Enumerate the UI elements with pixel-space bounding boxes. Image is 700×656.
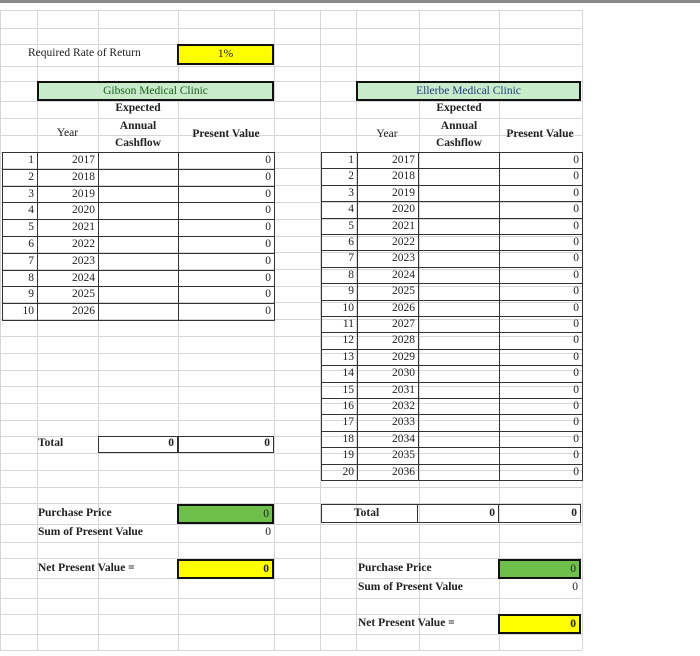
gibson-row-year[interactable]: 2025 xyxy=(37,286,99,304)
ellerbe-purchase-input[interactable]: 0 xyxy=(498,559,581,579)
ellerbe-row-present-value[interactable]: 0 xyxy=(499,332,583,349)
ellerbe-row-cashflow[interactable] xyxy=(418,185,500,202)
ellerbe-row-year[interactable]: 2025 xyxy=(357,283,419,300)
gibson-row-index[interactable]: 1 xyxy=(2,152,38,170)
ellerbe-header-cashflow: Cashflow xyxy=(435,137,482,149)
ellerbe-row-present-value[interactable]: 0 xyxy=(499,185,583,202)
ellerbe-sum-label: Sum of Present Value xyxy=(358,581,463,593)
gibson-npv-value[interactable]: 0 xyxy=(177,559,274,579)
gibson-row-present-value[interactable]: 0 xyxy=(178,186,275,204)
ellerbe-row-index[interactable]: 3 xyxy=(321,185,358,202)
gibson-row-cashflow[interactable] xyxy=(98,236,179,254)
ellerbe-row-year[interactable]: 2034 xyxy=(357,431,419,448)
ellerbe-row-year[interactable]: 2023 xyxy=(357,250,419,267)
ellerbe-npv-label: Net Present Value = xyxy=(358,617,455,629)
ellerbe-row-present-value[interactable]: 0 xyxy=(499,365,583,382)
ellerbe-row-index[interactable]: 11 xyxy=(321,316,358,333)
ellerbe-total-label: Total xyxy=(321,504,418,523)
ellerbe-row-cashflow[interactable] xyxy=(418,382,500,399)
gibson-row-year[interactable]: 2020 xyxy=(37,202,99,220)
ellerbe-row-index[interactable]: 12 xyxy=(321,332,358,349)
ellerbe-row-present-value[interactable]: 0 xyxy=(499,447,583,464)
ellerbe-total-cashflow[interactable]: 0 xyxy=(417,504,499,523)
gibson-total-cashflow[interactable]: 0 xyxy=(98,436,178,453)
ellerbe-row-index[interactable]: 1 xyxy=(321,152,358,169)
gibson-purchase-input[interactable]: 0 xyxy=(177,504,274,524)
gibson-row-index[interactable]: 8 xyxy=(2,270,38,288)
grid-row-line xyxy=(0,118,582,119)
gibson-row-index[interactable]: 4 xyxy=(2,202,38,220)
ellerbe-row-cashflow[interactable] xyxy=(418,464,500,481)
ellerbe-row-cashflow[interactable] xyxy=(418,152,500,169)
ellerbe-row-present-value[interactable]: 0 xyxy=(499,283,583,300)
gibson-row-cashflow[interactable] xyxy=(98,270,179,288)
ellerbe-row-year[interactable]: 2032 xyxy=(357,398,419,415)
ellerbe-row-index[interactable]: 13 xyxy=(321,349,358,366)
ellerbe-row-index[interactable]: 15 xyxy=(321,382,358,399)
ellerbe-row-cashflow[interactable] xyxy=(418,218,500,235)
grid-column-line xyxy=(37,10,38,650)
grid-column-line xyxy=(274,10,275,650)
grid-row-line xyxy=(0,28,582,29)
gibson-row-cashflow[interactable] xyxy=(98,253,179,271)
gibson-row-index[interactable]: 2 xyxy=(2,169,38,187)
gibson-row-present-value[interactable]: 0 xyxy=(178,270,275,288)
ellerbe-header-expected: Expected xyxy=(436,102,482,114)
ellerbe-row-present-value[interactable]: 0 xyxy=(499,349,583,366)
rate-label: Required Rate of Return xyxy=(28,47,141,59)
gibson-row-cashflow[interactable] xyxy=(98,186,179,204)
ellerbe-row-year[interactable]: 2027 xyxy=(357,316,419,333)
gibson-row-year[interactable]: 2023 xyxy=(37,253,99,271)
ellerbe-row-cashflow[interactable] xyxy=(418,447,500,464)
ellerbe-row-index[interactable]: 4 xyxy=(321,201,358,218)
gibson-row-cashflow[interactable] xyxy=(98,286,179,304)
ellerbe-title: Ellerbe Medical Clinic xyxy=(356,81,581,101)
gibson-row-index[interactable]: 10 xyxy=(2,303,38,321)
gibson-sum-value: 0 xyxy=(265,526,271,538)
ellerbe-row-index[interactable]: 19 xyxy=(321,447,358,464)
gibson-row-year[interactable]: 2017 xyxy=(37,152,99,170)
ellerbe-header-year: Year xyxy=(376,128,398,140)
gibson-row-year[interactable]: 2019 xyxy=(37,186,99,204)
gibson-title: Gibson Medical Clinic xyxy=(37,81,274,101)
ellerbe-row-present-value[interactable]: 0 xyxy=(499,398,583,415)
ellerbe-row-year[interactable]: 2020 xyxy=(357,201,419,218)
ellerbe-row-year[interactable]: 2029 xyxy=(357,349,419,366)
gibson-header-annual: Annual xyxy=(119,120,157,132)
gibson-row-year[interactable]: 2024 xyxy=(37,270,99,288)
ellerbe-row-year[interactable]: 2031 xyxy=(357,382,419,399)
ellerbe-row-cashflow[interactable] xyxy=(418,431,500,448)
grid-column-line xyxy=(0,10,1,650)
ellerbe-row-cashflow[interactable] xyxy=(418,332,500,349)
ellerbe-row-index[interactable]: 7 xyxy=(321,250,358,267)
ellerbe-row-year[interactable]: 2022 xyxy=(357,234,419,251)
grid-row-line xyxy=(0,524,582,525)
gibson-row-present-value[interactable]: 0 xyxy=(178,253,275,271)
ellerbe-row-index[interactable]: 6 xyxy=(321,234,358,251)
grid-column-line xyxy=(178,10,179,650)
ellerbe-row-index[interactable]: 20 xyxy=(321,464,358,481)
ellerbe-row-year[interactable]: 2017 xyxy=(357,152,419,169)
gibson-row-present-value[interactable]: 0 xyxy=(178,236,275,254)
ellerbe-row-cashflow[interactable] xyxy=(418,398,500,415)
gibson-row-cashflow[interactable] xyxy=(98,169,179,187)
gibson-total-label: Total xyxy=(38,437,64,449)
ellerbe-row-cashflow[interactable] xyxy=(418,414,500,431)
gibson-row-index[interactable]: 3 xyxy=(2,186,38,204)
ellerbe-header-annual: Annual xyxy=(440,120,478,132)
ellerbe-row-year[interactable]: 2028 xyxy=(357,332,419,349)
grid-row-line xyxy=(0,66,582,67)
ellerbe-row-index[interactable]: 8 xyxy=(321,267,358,284)
ellerbe-row-index[interactable]: 16 xyxy=(321,398,358,415)
gibson-row-present-value[interactable]: 0 xyxy=(178,202,275,220)
ellerbe-row-year[interactable]: 2036 xyxy=(357,464,419,481)
gibson-purchase-label: Purchase Price xyxy=(38,507,112,519)
window-top-border xyxy=(0,0,700,3)
gibson-row-year[interactable]: 2021 xyxy=(37,219,99,237)
ellerbe-row-year[interactable]: 2024 xyxy=(357,267,419,284)
ellerbe-sum-value: 0 xyxy=(572,581,578,593)
gibson-header-year: Year xyxy=(56,127,79,139)
ellerbe-row-year[interactable]: 2026 xyxy=(357,300,419,317)
ellerbe-header-present-value: Present Value xyxy=(506,128,574,140)
ellerbe-row-index[interactable]: 2 xyxy=(321,168,358,185)
ellerbe-row-present-value[interactable]: 0 xyxy=(499,234,583,251)
gibson-row-cashflow[interactable] xyxy=(98,303,179,321)
ellerbe-row-index[interactable]: 9 xyxy=(321,283,358,300)
gibson-row-index[interactable]: 7 xyxy=(2,253,38,271)
gibson-row-present-value[interactable]: 0 xyxy=(178,152,275,170)
ellerbe-total-pv[interactable]: 0 xyxy=(498,504,581,523)
gibson-npv-label: Net Present Value = xyxy=(38,562,135,574)
gibson-sum-label: Sum of Present Value xyxy=(38,526,143,538)
ellerbe-row-index[interactable]: 14 xyxy=(321,365,358,382)
ellerbe-npv-value[interactable]: 0 xyxy=(498,614,581,634)
ellerbe-row-cashflow[interactable] xyxy=(418,300,500,317)
ellerbe-row-cashflow[interactable] xyxy=(418,283,500,300)
gibson-row-index[interactable]: 5 xyxy=(2,219,38,237)
ellerbe-row-present-value[interactable]: 0 xyxy=(499,152,583,169)
ellerbe-row-present-value[interactable]: 0 xyxy=(499,382,583,399)
ellerbe-row-year[interactable]: 2030 xyxy=(357,365,419,382)
gibson-row-cashflow[interactable] xyxy=(98,219,179,237)
gibson-row-index[interactable]: 9 xyxy=(2,286,38,304)
ellerbe-row-present-value[interactable]: 0 xyxy=(499,201,583,218)
ellerbe-row-cashflow[interactable] xyxy=(418,349,500,366)
gibson-header-present-value: Present Value xyxy=(192,128,260,140)
ellerbe-row-present-value[interactable]: 0 xyxy=(499,250,583,267)
gibson-row-present-value[interactable]: 0 xyxy=(178,303,275,321)
ellerbe-row-cashflow[interactable] xyxy=(418,267,500,284)
ellerbe-purchase-label: Purchase Price xyxy=(358,562,432,574)
ellerbe-row-cashflow[interactable] xyxy=(418,250,500,267)
gibson-row-present-value[interactable]: 0 xyxy=(178,169,275,187)
ellerbe-row-cashflow[interactable] xyxy=(418,316,500,333)
gibson-row-cashflow[interactable] xyxy=(98,202,179,220)
gibson-row-cashflow[interactable] xyxy=(98,152,179,170)
ellerbe-row-index[interactable]: 10 xyxy=(321,300,358,317)
gibson-row-year[interactable]: 2022 xyxy=(37,236,99,254)
gibson-row-index[interactable]: 6 xyxy=(2,236,38,254)
grid-row-line xyxy=(0,614,582,615)
ellerbe-row-present-value[interactable]: 0 xyxy=(499,316,583,333)
grid-row-line xyxy=(0,10,582,11)
grid-row-line xyxy=(0,650,582,651)
ellerbe-row-present-value[interactable]: 0 xyxy=(499,218,583,235)
ellerbe-row-present-value[interactable]: 0 xyxy=(499,464,583,481)
grid-row-line xyxy=(0,578,582,579)
ellerbe-row-present-value[interactable]: 0 xyxy=(499,168,583,185)
ellerbe-row-year[interactable]: 2018 xyxy=(357,168,419,185)
ellerbe-row-index[interactable]: 17 xyxy=(321,414,358,431)
gibson-total-pv[interactable]: 0 xyxy=(178,436,274,453)
ellerbe-row-present-value[interactable]: 0 xyxy=(499,431,583,448)
ellerbe-row-year[interactable]: 2035 xyxy=(357,447,419,464)
ellerbe-row-cashflow[interactable] xyxy=(418,365,500,382)
grid-row-line xyxy=(0,558,582,559)
ellerbe-row-present-value[interactable]: 0 xyxy=(499,414,583,431)
gibson-row-year[interactable]: 2026 xyxy=(37,303,99,321)
gibson-row-year[interactable]: 2018 xyxy=(37,169,99,187)
ellerbe-row-year[interactable]: 2021 xyxy=(357,218,419,235)
ellerbe-row-cashflow[interactable] xyxy=(418,234,500,251)
ellerbe-row-present-value[interactable]: 0 xyxy=(499,267,583,284)
ellerbe-row-index[interactable]: 18 xyxy=(321,431,358,448)
grid-row-line xyxy=(0,634,582,635)
ellerbe-row-cashflow[interactable] xyxy=(418,168,500,185)
gibson-header-cashflow: Cashflow xyxy=(114,137,161,149)
gibson-row-present-value[interactable]: 0 xyxy=(178,219,275,237)
gibson-row-present-value[interactable]: 0 xyxy=(178,286,275,304)
gibson-header-expected: Expected xyxy=(115,102,161,114)
ellerbe-row-present-value[interactable]: 0 xyxy=(499,300,583,317)
rate-input[interactable]: 1% xyxy=(177,44,274,65)
grid-row-line xyxy=(0,598,582,599)
ellerbe-row-index[interactable]: 5 xyxy=(321,218,358,235)
ellerbe-row-year[interactable]: 2033 xyxy=(357,414,419,431)
ellerbe-row-year[interactable]: 2019 xyxy=(357,185,419,202)
ellerbe-row-cashflow[interactable] xyxy=(418,201,500,218)
grid-row-line xyxy=(0,542,582,543)
grid-row-line xyxy=(0,44,582,45)
grid-row-line xyxy=(0,487,582,488)
